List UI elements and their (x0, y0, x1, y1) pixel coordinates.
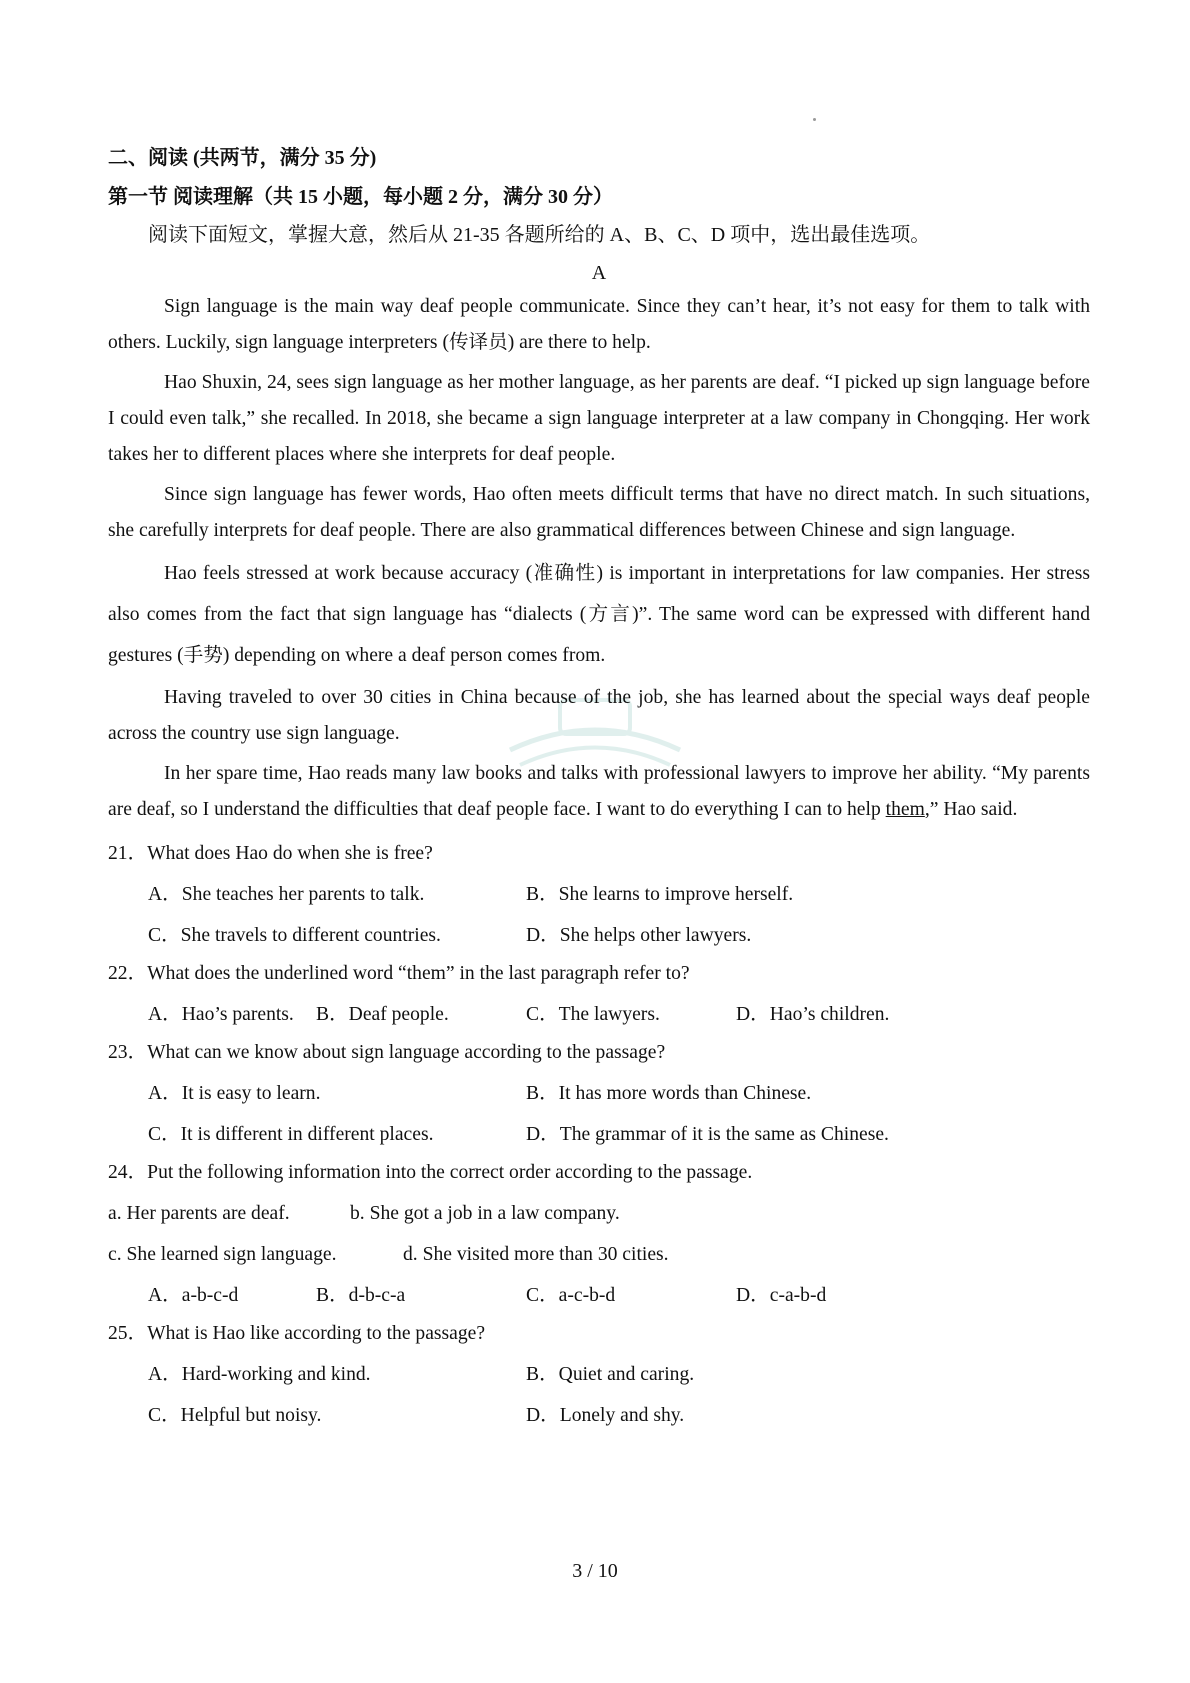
info-b: b. She got a job in a law company. (350, 1203, 620, 1224)
paragraph-6-text: In her spare time, Hao reads many law books and talks with professional lawyers to improve her ability. “My parents are deaf, so I understand the difficulties that deaf people face. I want to do everything I can to help (108, 763, 1090, 820)
question-23: 23．What can we know about sign language according to the passage? (108, 1042, 666, 1063)
section-title: 二、阅读 (共两节，满分 35 分) (108, 147, 377, 169)
question-22-options (148, 1003, 1090, 1027)
passage-paragraph-5: Having traveled to over 30 cities in China because of the job, she has learned about the special ways deaf people across the country use sign language. (108, 687, 1090, 744)
option-24-d: D．c-a-b-d (736, 1285, 827, 1306)
passage-label: A (591, 262, 607, 284)
instruction: 阅读下面短文，掌握大意，然后从 21-35 各题所给的 A、B、C、D 项中，选出最佳选项。 (148, 224, 931, 246)
option-25-c: C．Helpful but noisy. (148, 1405, 322, 1426)
option-23-d: D．The grammar of it is the same as Chinese. (526, 1124, 889, 1145)
option-24-b: B．d-b-c-a (316, 1285, 406, 1306)
option-21-b: B．She learns to improve herself. (526, 884, 794, 905)
option-21-c: C．She travels to different countries. (148, 925, 441, 946)
info-row-2 (108, 1243, 1090, 1267)
question-25: 25．What is Hao like according to the passage? (108, 1323, 486, 1344)
question-23-options-row-2 (148, 1123, 1090, 1147)
question-21-options-row-2 (148, 924, 1090, 948)
option-25-a: A．Hard-working and kind. (148, 1364, 371, 1385)
info-d: d. She visited more than 30 cities. (403, 1244, 669, 1265)
question-24: 24．Put the following information into the correct order according to the passage. (108, 1162, 753, 1183)
option-22-c: C．The lawyers. (526, 1004, 660, 1025)
part-title: 第一节 阅读理解（共 15 小题，每小题 2 分，满分 30 分） (108, 186, 613, 208)
info-row-1 (108, 1202, 1090, 1226)
question-25-options-row-1 (148, 1363, 1090, 1387)
question-24-options (148, 1284, 1090, 1308)
option-22-b: B．Deaf people. (316, 1004, 449, 1025)
underlined-word: them (885, 799, 925, 820)
question-23-options-row-1 (148, 1082, 1090, 1106)
passage-paragraph-3: Since sign language has fewer words, Hao often meets difficult terms that have no direct match. In such situations, she carefully interprets for deaf people. There are also grammatical differences between Chinese and sign language. (108, 484, 1090, 541)
question-25-options-row-2 (148, 1404, 1090, 1428)
passage-paragraph-2: Hao Shuxin, 24, sees sign language as her mother language, as her parents are deaf. “I picked up sign language before I could even talk,” she recalled. In 2018, she became a sign language interpreter at a law company in Chongqing. Her work takes her to different places where she interprets for deaf people. (108, 372, 1090, 465)
option-21-a: A．She teaches her parents to talk. (148, 884, 425, 905)
option-23-c: C．It is different in different places. (148, 1124, 434, 1145)
option-22-d: D．Hao’s children. (736, 1004, 890, 1025)
exam-page (108, 138, 1090, 1428)
option-25-b: B．Quiet and caring. (526, 1364, 695, 1385)
option-21-d: D．She helps other lawyers. (526, 925, 752, 946)
info-c: c. She learned sign language. (108, 1244, 337, 1265)
option-23-b: B．It has more words than Chinese. (526, 1083, 812, 1104)
stray-mark (813, 118, 816, 121)
passage-paragraph-4: Hao feels stressed at work because accuracy (准确性) is important in interpretations for law companies. Her stress also comes from the fact that sign language has “dialects (方言)”. The same word can be expressed with different hand gestures (手势) depending on where a deaf person comes from. (108, 563, 1090, 666)
question-21: 21．What does Hao do when she is free? (108, 843, 433, 864)
question-22: 22．What does the underlined word “them” in the last paragraph refer to? (108, 963, 690, 984)
option-25-d: D．Lonely and shy. (526, 1405, 685, 1426)
option-22-a: A．Hao’s parents. (148, 1004, 294, 1025)
page-number: 3 / 10 (572, 1560, 618, 1582)
passage-paragraph-6 (108, 756, 1090, 828)
paragraph-6-end: ,” Hao said. (924, 799, 1018, 820)
passage-paragraph-1: Sign language is the main way deaf people communicate. Since they can’t hear, it’s not easy for them to talk with others. Luckily, sign language interpreters (传译员) are there to help. (108, 296, 1090, 353)
option-24-c: C．a-c-b-d (526, 1285, 616, 1306)
info-a: a. Her parents are deaf. (108, 1203, 290, 1224)
option-24-a: A．a-b-c-d (148, 1285, 239, 1306)
question-21-options-row-1 (148, 883, 1090, 907)
option-23-a: A．It is easy to learn. (148, 1083, 321, 1104)
